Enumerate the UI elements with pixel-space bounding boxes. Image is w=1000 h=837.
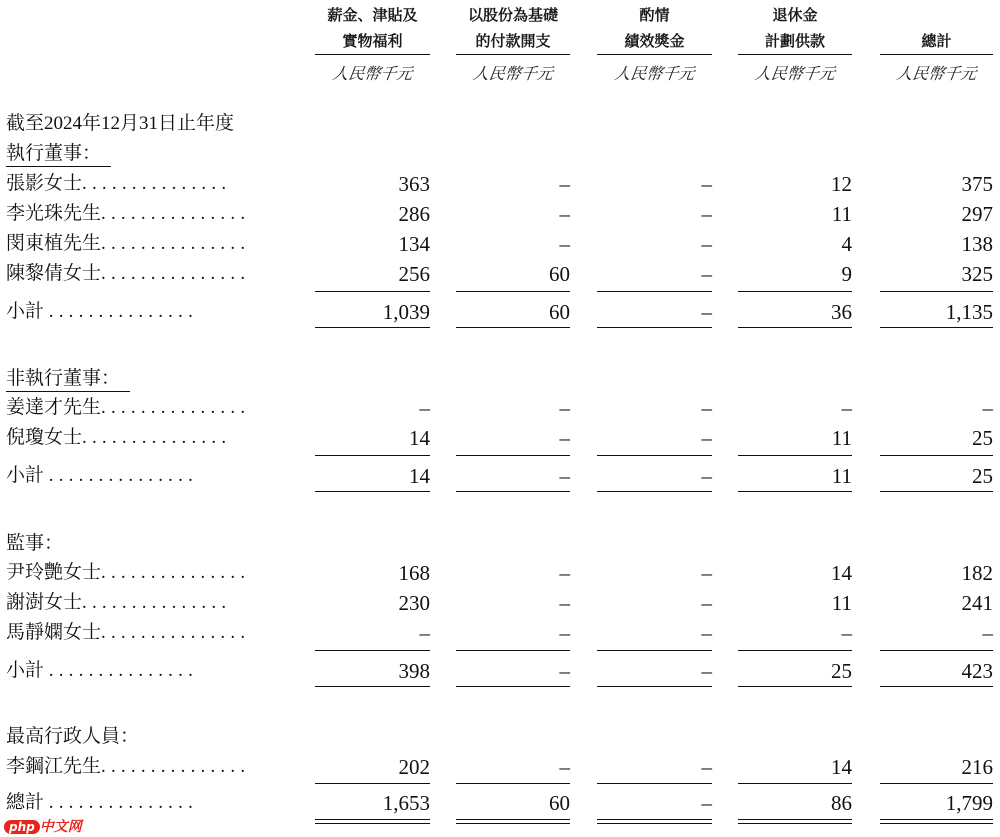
leader-dots: ...............	[101, 263, 251, 284]
row-label	[6, 172, 231, 196]
header-line-2: 總計	[921, 32, 952, 50]
cell-value: –	[559, 172, 570, 196]
unit-label: 人民幣千元	[895, 64, 978, 83]
cell-value: 11	[831, 426, 852, 450]
column-header	[874, 2, 999, 54]
row-label	[6, 300, 198, 324]
row-label	[6, 426, 231, 450]
single-rule	[456, 455, 570, 456]
cell-value: 11	[831, 202, 852, 226]
cell-value: –	[701, 426, 712, 450]
leader-dots: ...............	[48, 465, 199, 486]
row-name: 陳黎倩女士	[6, 263, 102, 284]
row-name: 小計	[6, 301, 45, 322]
cell-value: 4	[841, 232, 852, 256]
header-line-1: 以股份為基礎	[467, 6, 558, 24]
leader-dots: ...............	[82, 173, 232, 194]
single-rule	[880, 455, 993, 456]
leader-dots: ...............	[48, 301, 199, 322]
header-line-2: 績效獎金	[624, 32, 685, 50]
cell-value: 14	[831, 755, 852, 779]
single-rule	[880, 291, 993, 292]
cell-value: –	[701, 659, 712, 683]
cell-value: 297	[961, 202, 993, 226]
watermark-badge: php	[4, 820, 40, 834]
period-title: 截至2024年12月31日止年度	[6, 113, 235, 134]
cell-value: –	[982, 396, 993, 420]
cell-value: 14	[409, 426, 430, 450]
leader-dots: ...............	[101, 562, 251, 583]
row-label	[6, 396, 250, 420]
cell-value: 12	[831, 172, 852, 196]
cell-value: 14	[409, 464, 430, 488]
single-rule	[315, 650, 430, 651]
leader-dots: ...............	[101, 233, 251, 254]
cell-value: –	[841, 621, 852, 645]
row-name: 小計	[6, 660, 45, 681]
single-rule	[880, 686, 993, 687]
cell-value: –	[701, 464, 712, 488]
cell-value: 375	[961, 172, 993, 196]
row-label	[6, 262, 250, 286]
cell-value: 11	[831, 591, 852, 615]
single-rule	[315, 455, 430, 456]
single-rule	[315, 291, 430, 292]
single-rule	[315, 783, 430, 784]
cell-value: –	[982, 621, 993, 645]
section-title: 非執行董事：	[6, 367, 130, 392]
single-rule	[738, 686, 852, 687]
column-header	[591, 2, 718, 54]
cell-value: 363	[398, 172, 430, 196]
row-label	[6, 659, 198, 683]
cell-value: 216	[961, 755, 993, 779]
cell-value: –	[559, 202, 570, 226]
single-rule	[738, 783, 852, 784]
row-label	[6, 232, 250, 256]
row-label	[6, 591, 231, 615]
cell-value: –	[559, 426, 570, 450]
leader-dots: ...............	[48, 792, 199, 813]
column-header	[450, 2, 576, 54]
single-rule	[738, 327, 852, 328]
header-line-1: 薪金、津貼及	[327, 6, 418, 24]
single-rule	[597, 291, 712, 292]
cell-value: –	[419, 621, 430, 645]
cell-value: 60	[549, 262, 570, 286]
cell-value: –	[841, 396, 852, 420]
single-rule	[880, 783, 993, 784]
leader-dots: ...............	[101, 397, 251, 418]
cell-value: –	[559, 591, 570, 615]
unit-label: 人民幣千元	[471, 64, 555, 83]
section-title: 執行董事：	[6, 142, 111, 167]
cell-value: 256	[398, 262, 430, 286]
cell-value: –	[559, 561, 570, 585]
cell-value: –	[559, 232, 570, 256]
unit-label: 人民幣千元	[331, 64, 414, 83]
unit-label: 人民幣千元	[613, 64, 696, 83]
cell-value: –	[559, 755, 570, 779]
single-rule	[456, 291, 570, 292]
single-rule	[738, 455, 852, 456]
single-rule	[738, 291, 852, 292]
cell-value: 138	[961, 232, 993, 256]
single-rule	[880, 650, 993, 651]
cell-value: 398	[398, 659, 430, 683]
single-rule	[456, 491, 570, 492]
row-label	[6, 755, 250, 779]
row-label	[6, 464, 198, 488]
header-rule	[597, 54, 712, 55]
leader-dots: ...............	[82, 592, 232, 613]
row-name: 倪瓊女士	[6, 427, 83, 448]
unit-label: 人民幣千元	[753, 64, 837, 83]
row-label	[6, 621, 250, 645]
cell-value: –	[701, 232, 712, 256]
cell-value: 9	[841, 262, 852, 286]
leader-dots: ...............	[82, 427, 232, 448]
cell-value: –	[559, 659, 570, 683]
cell-value: 325	[961, 262, 993, 286]
single-rule	[456, 686, 570, 687]
cell-value: 25	[972, 464, 993, 488]
cell-value: –	[701, 561, 712, 585]
double-rule	[456, 819, 570, 824]
header-line-2: 計劃供款	[764, 32, 825, 50]
row-name: 尹玲艷女士	[6, 562, 102, 583]
double-rule	[880, 819, 993, 824]
cell-value: 182	[961, 561, 993, 585]
row-name: 李鋼江先生	[6, 756, 102, 777]
cell-value: –	[701, 396, 712, 420]
cell-value: 1,653	[382, 791, 430, 815]
single-rule	[456, 650, 570, 651]
cell-value: –	[419, 396, 430, 420]
cell-value: –	[701, 791, 712, 815]
cell-value: –	[701, 300, 712, 324]
single-rule	[597, 455, 712, 456]
watermark	[4, 816, 82, 836]
leader-dots: ...............	[101, 203, 251, 224]
cell-value: 1,799	[945, 791, 993, 815]
column-header	[732, 2, 858, 54]
single-rule	[597, 491, 712, 492]
header-rule	[315, 54, 430, 55]
watermark-text: 中文网	[39, 819, 82, 835]
row-name: 張影女士	[6, 173, 83, 194]
double-rule	[738, 819, 852, 824]
single-rule	[597, 783, 712, 784]
single-rule	[597, 650, 712, 651]
column-header	[309, 2, 436, 54]
header-line-1: 酌情	[639, 6, 670, 24]
cell-value: 230	[398, 591, 430, 615]
header-line-1: 退休金	[772, 6, 818, 24]
leader-dots: ...............	[101, 756, 251, 777]
cell-value: –	[701, 755, 712, 779]
cell-value: 60	[549, 300, 570, 324]
cell-value: 60	[549, 791, 570, 815]
single-rule	[315, 491, 430, 492]
single-rule	[597, 686, 712, 687]
single-rule	[880, 491, 993, 492]
row-label	[6, 561, 250, 585]
cell-value: 168	[398, 561, 430, 585]
section-title: 監事：	[6, 533, 64, 554]
single-rule	[880, 327, 993, 328]
row-label	[6, 791, 198, 815]
cell-value: 423	[961, 659, 993, 683]
cell-value: –	[559, 464, 570, 488]
cell-value: 36	[831, 300, 852, 324]
cell-value: 1,039	[382, 300, 430, 324]
cell-value: 241	[961, 591, 993, 615]
cell-value: –	[559, 621, 570, 645]
leader-dots: ...............	[101, 622, 251, 643]
cell-value: 202	[398, 755, 430, 779]
row-name: 姜達才先生	[6, 397, 102, 418]
cell-value: –	[701, 172, 712, 196]
header-line-1	[874, 2, 999, 28]
row-name: 總計	[6, 792, 45, 813]
cell-value: 25	[831, 659, 852, 683]
row-name: 李光珠先生	[6, 203, 102, 224]
header-rule	[880, 54, 993, 55]
single-rule	[738, 650, 852, 651]
cell-value: 11	[831, 464, 852, 488]
single-rule	[315, 327, 430, 328]
single-rule	[315, 686, 430, 687]
leader-dots: ...............	[48, 660, 199, 681]
double-rule	[597, 819, 712, 824]
cell-value: 25	[972, 426, 993, 450]
header-line-2: 的付款開支	[475, 32, 551, 50]
double-rule	[315, 819, 430, 824]
single-rule	[456, 783, 570, 784]
single-rule	[738, 491, 852, 492]
header-line-2: 實物福利	[342, 32, 403, 50]
section-title: 最高行政人員：	[6, 726, 140, 747]
row-name: 謝澍女士	[6, 592, 83, 613]
cell-value: –	[701, 262, 712, 286]
single-rule	[456, 327, 570, 328]
cell-value: 286	[398, 202, 430, 226]
header-rule	[456, 54, 570, 55]
cell-value: 1,135	[945, 300, 993, 324]
header-rule	[738, 54, 852, 55]
row-label	[6, 202, 250, 226]
cell-value: –	[701, 202, 712, 226]
single-rule	[597, 327, 712, 328]
row-name: 馬靜嫻女士	[6, 622, 102, 643]
row-name: 閔東植先生	[6, 233, 102, 254]
cell-value: 86	[831, 791, 852, 815]
cell-value: 134	[398, 232, 430, 256]
cell-value: 14	[831, 561, 852, 585]
cell-value: –	[701, 591, 712, 615]
cell-value: –	[701, 621, 712, 645]
cell-value: –	[559, 396, 570, 420]
row-name: 小計	[6, 465, 45, 486]
